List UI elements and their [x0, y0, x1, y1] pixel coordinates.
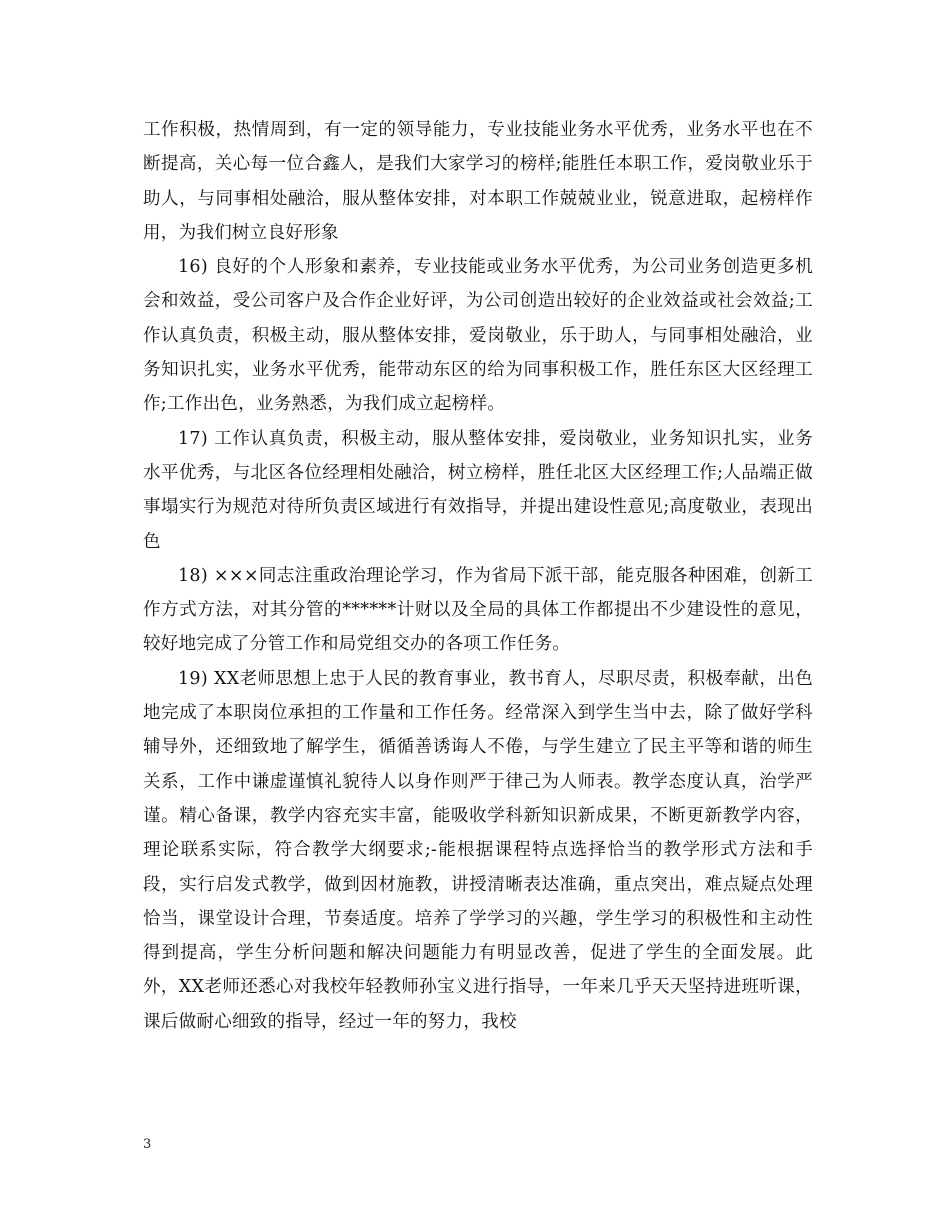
- paragraph-item-19: 19) XX老师思想上忠于人民的教育事业，教书育人，尽职尽责，积极奉献，出色地完成了本职岗位承担的工作量和工作任务。经常深入到学生当中去，除了做好学科辅导外，还细致地了解学生，循循善诱诲人不倦，与学生建立了民主平等和谐的师生关系，工作中谦虚谨慎礼貌待人以身作则严于律己为人师表。教学态度认真，治学严谨。精心备课，教学内容充实丰富，能吸收学科新知识新成果，不断更新教学内容，理论联系实际，符合教学大纲要求;-能根据课程特点选择恰当的教学形式方法和手段，实行启发式教学，做到因材施教，讲授清晰表达准确，重点突出，难点疑点处理恰当，课堂设计合理，节奏适度。培养了学学习的兴趣，学生学习的积极性和主动性得到提高，学生分析问题和解决问题能力有明显改善，促进了学生的全面发展。此外，XX老师还悉心对我校年轻教师孙宝义进行指导，一年来几乎天天坚持进班听课，课后做耐心细致的指导，经过一年的努力，我校: [143, 668, 813, 1032]
- paragraph-item-17: 17) 工作认真负责，积极主动，服从整体安排，爱岗敬业，业务知识扎实，业务水平优秀，与北区各位经理相处融洽，树立榜样，胜任北区大区经理工作;人品端正做事塌实行为规范对待所负责区域进行有效指导，并提出建设性意见;高度敬业，表现出色: [143, 428, 813, 552]
- document-body: [143, 113, 813, 1039]
- page-number: 3: [143, 1137, 152, 1152]
- paragraph-item-16: 16) 良好的个人形象和素养，专业技能或业务水平优秀，为公司业务创造更多机会和效益，受公司客户及合作企业好评，为公司创造出较好的企业效益或社会效益;工作认真负责，积极主动，服从整体安排，爱岗敬业，乐于助人，与同事相处融洽，业务知识扎实，业务水平优秀，能带动东区的给为同事积极工作，胜任东区大区经理工作;工作出色，业务熟悉，为我们成立起榜样。: [143, 257, 813, 415]
- paragraph-item-18: 18) ×××同志注重政治理论学习，作为省局下派干部，能克服各种困难，创新工作方式方法，对其分管的******计财以及全局的具体工作都提出不少建设性的意见，较好地完成了分管工作和局党组交办的各项工作任务。: [143, 565, 813, 655]
- paragraph-continuation: 工作积极，热情周到，有一定的领导能力，专业技能业务水平优秀，业务水平也在不断提高，关心每一位合鑫人，是我们大家学习的榜样;能胜任本职工作，爱岗敬业乐于助人，与同事相处融洽，服从整体安排，对本职工作兢兢业业，锐意进取，起榜样作用，为我们树立良好形象: [143, 120, 813, 243]
